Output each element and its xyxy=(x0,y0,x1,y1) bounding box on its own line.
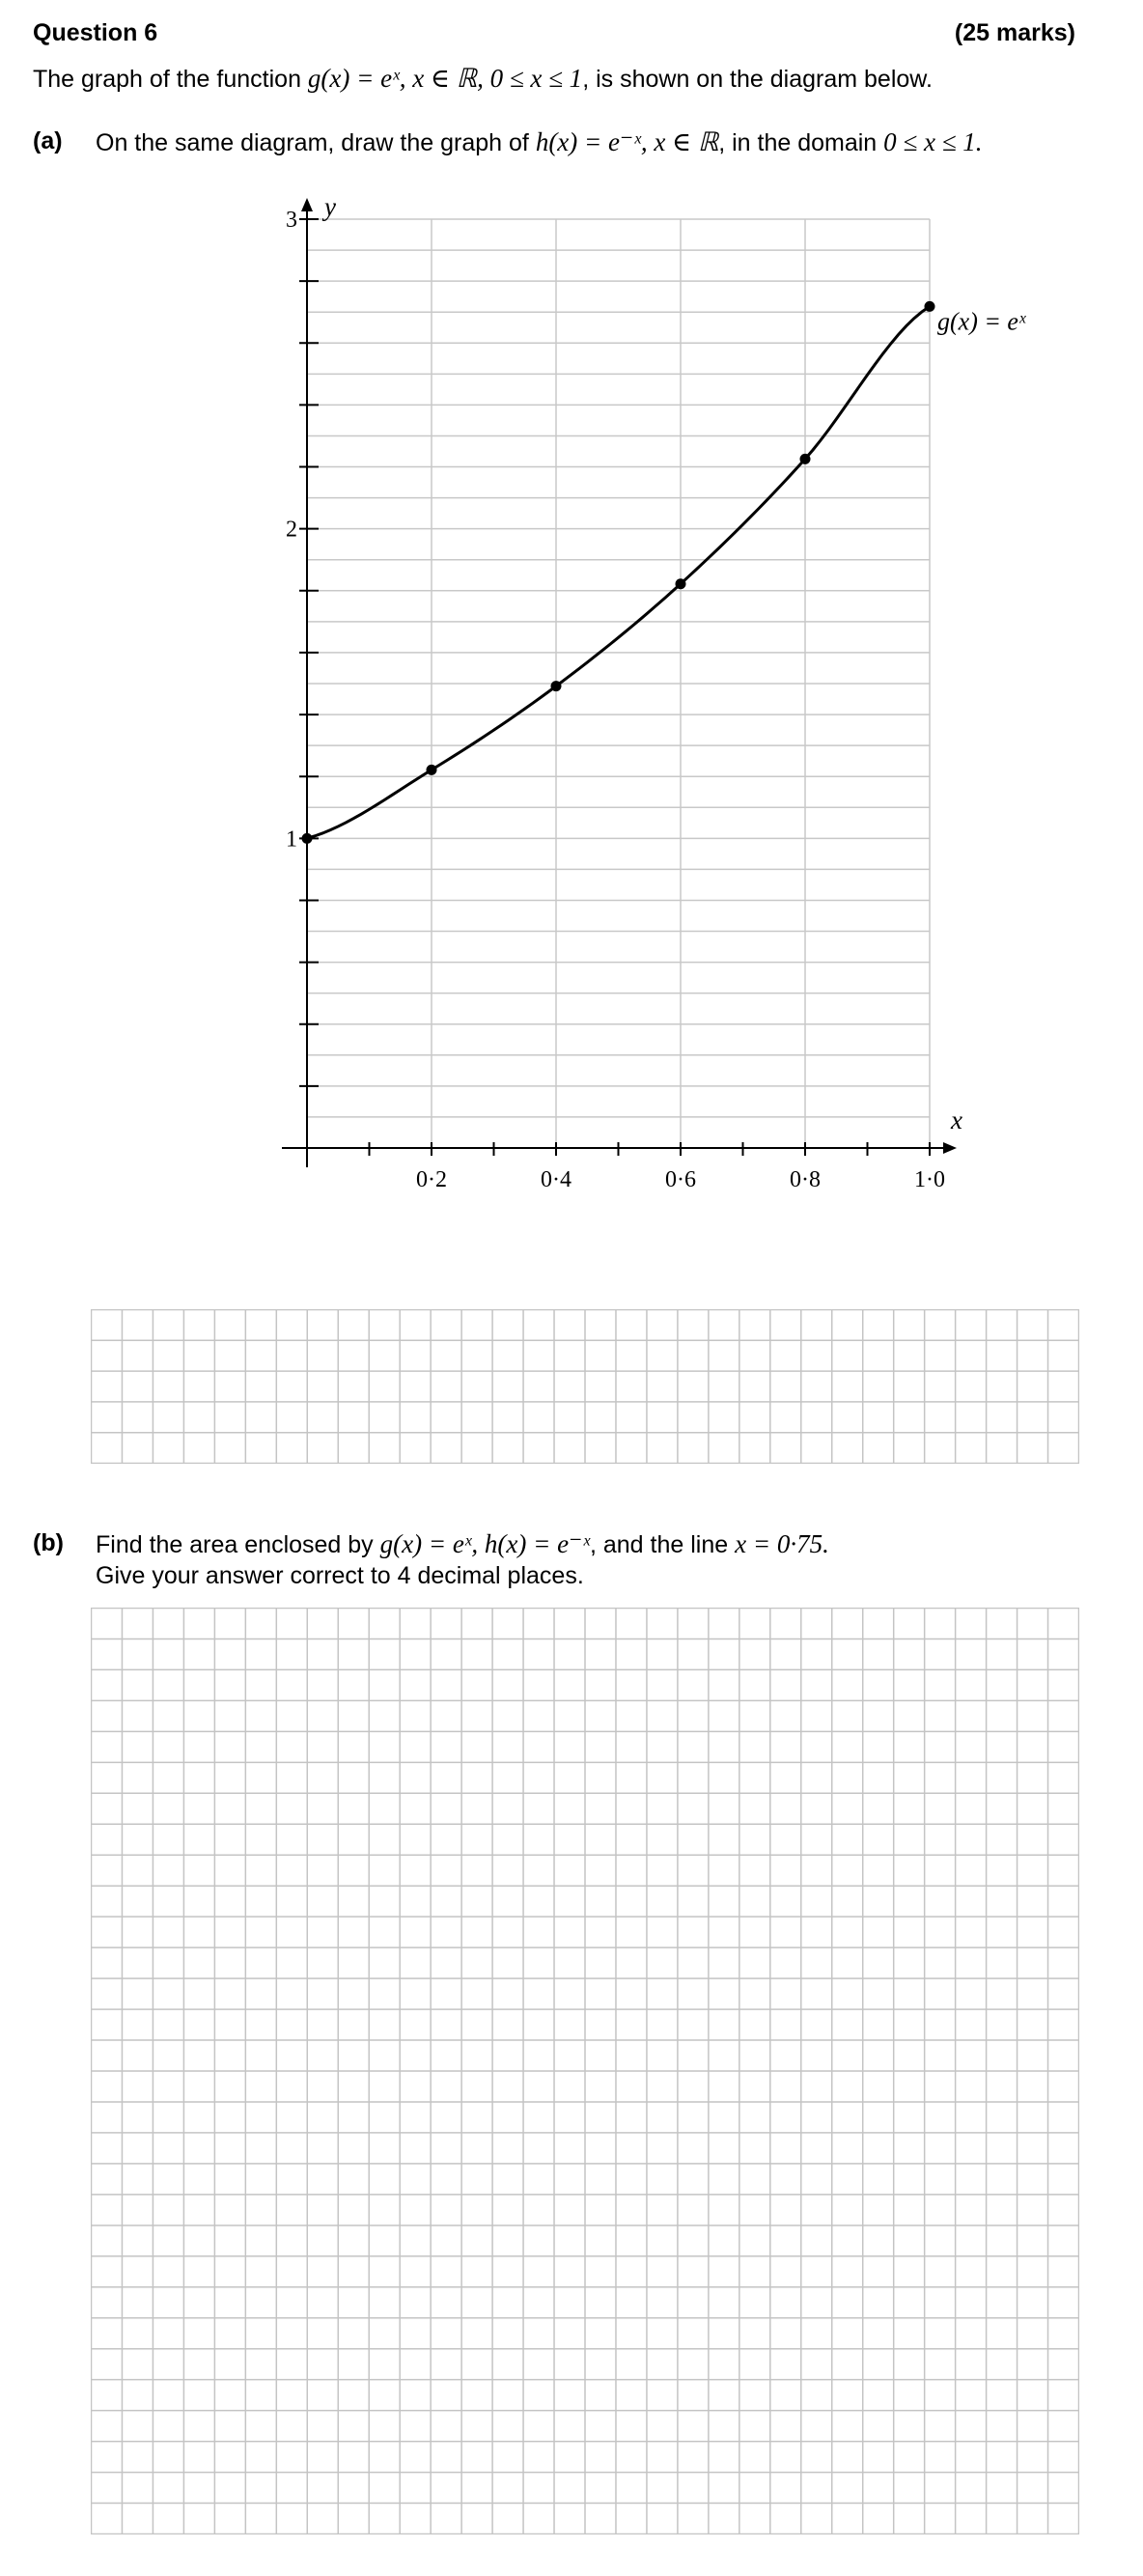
question-title: Question 6 xyxy=(33,19,158,46)
curve-label: g(x) = eˣ xyxy=(937,307,1026,336)
x-tick-label: 0·2 xyxy=(416,1167,447,1192)
part-a-label: (a) xyxy=(33,127,63,154)
x-axis-label: x xyxy=(951,1106,962,1134)
y-tick-label: 3 xyxy=(286,208,297,233)
y-tick-label: 1 xyxy=(286,826,297,853)
answer-grid-a[interactable] xyxy=(91,1309,1079,1464)
y-axis-label: y xyxy=(324,192,336,221)
curve-point xyxy=(302,833,313,844)
curve-g xyxy=(307,306,930,838)
curve-point xyxy=(925,301,935,312)
part-a-math-2: 0 ≤ x ≤ 1. xyxy=(883,127,983,156)
graph-diagram xyxy=(0,0,1143,1217)
part-b-math-1: g(x) = eˣ, h(x) = e⁻ˣ xyxy=(379,1529,590,1558)
part-a-text-1: On the same diagram, draw the graph of xyxy=(96,129,536,156)
x-tick-label: 0·4 xyxy=(541,1167,572,1192)
graph-tick-labels xyxy=(286,208,945,1192)
intro-text-2: , is shown on the diagram below. xyxy=(582,66,933,93)
part-a-math-1: h(x) = e⁻ˣ, x ∈ ℝ xyxy=(535,127,719,156)
curve-point xyxy=(427,765,437,775)
part-b-text-2: , and the line xyxy=(589,1531,736,1558)
x-tick-label: 1·0 xyxy=(914,1167,945,1192)
x-tick-label: 0·8 xyxy=(790,1167,821,1192)
y-axis-arrow xyxy=(301,198,313,211)
part-b-math-2: x = 0·75. xyxy=(735,1529,829,1558)
intro-math: g(x) = eˣ, x ∈ ℝ, 0 ≤ x ≤ 1 xyxy=(307,64,583,93)
part-b-text-1: Find the area enclosed by xyxy=(96,1531,380,1558)
question-marks: (25 marks) xyxy=(954,19,1075,46)
intro-text-1: The graph of the function xyxy=(33,66,308,93)
x-axis-arrow xyxy=(943,1142,957,1154)
graph-ticks xyxy=(299,219,930,1156)
y-tick-label: 2 xyxy=(286,517,297,543)
curve-point xyxy=(551,681,562,691)
part-b-text xyxy=(96,1529,829,1559)
curve-point xyxy=(676,578,686,589)
x-tick-label: 0·6 xyxy=(665,1167,696,1192)
part-b-line-2: Give your answer correct to 4 decimal places. xyxy=(96,1562,584,1589)
part-a-text-2: , in the domain xyxy=(718,129,884,156)
curve-point xyxy=(800,454,811,464)
curve-points xyxy=(302,301,935,844)
grid-lines xyxy=(91,1309,1079,1464)
part-b-label: (b) xyxy=(33,1529,64,1556)
graph-grid xyxy=(307,219,930,1148)
answer-grid-b[interactable] xyxy=(91,1608,1079,2534)
grid-lines xyxy=(91,1608,1079,2534)
